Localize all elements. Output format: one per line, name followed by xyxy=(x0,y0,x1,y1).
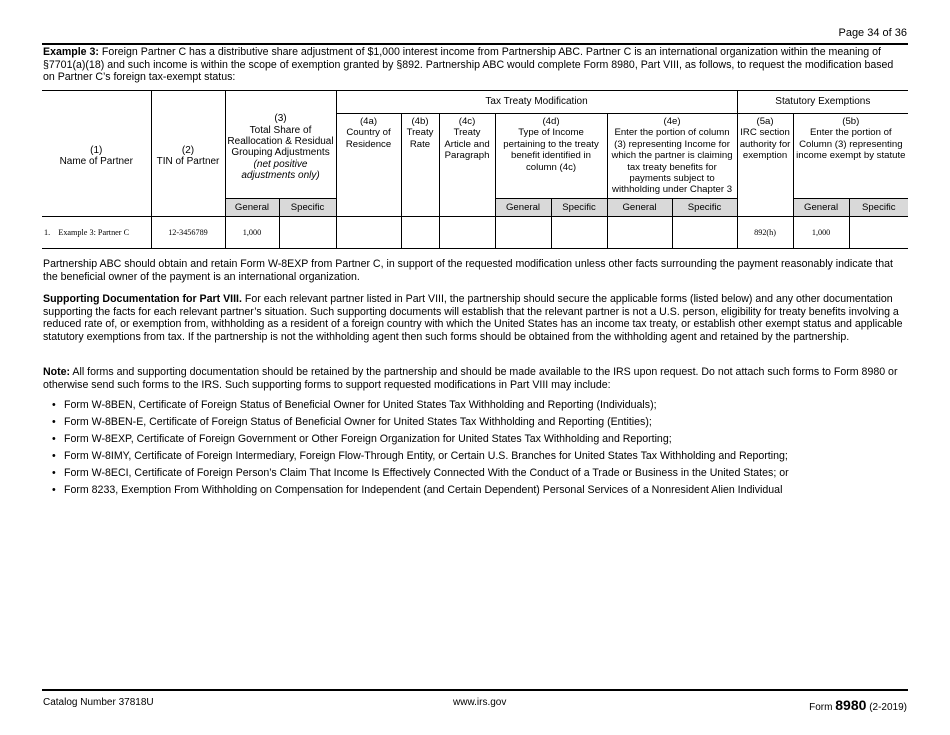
supporting-label: Supporting Documentation for Part VIII. xyxy=(43,293,242,305)
catalog-number: Catalog Number 37818U xyxy=(43,697,154,708)
bottom-rule xyxy=(42,689,908,691)
col-4d-general-cell xyxy=(495,216,551,248)
col-5a-cell: 892(h) xyxy=(737,216,793,248)
col-5b-header: (5b) Enter the portion of Column (3) representing income exempt by statute xyxy=(793,114,908,199)
list-item: • Form W-8BEN-E, Certificate of Foreign Status of Beneficial Owner for United States Tax Withholding and Reporting (Entities); xyxy=(52,416,652,428)
list-item: • Form W-8BEN, Certificate of Foreign Status of Beneficial Owner for United States Tax Withholding and Reporting (Individuals); xyxy=(52,399,657,411)
col-1-header: (1) Name of Partner xyxy=(42,91,151,217)
note-paragraph xyxy=(43,366,907,391)
list-item: • Form W-8ECI, Certificate of Foreign Person’s Claim That Income Is Effectively Connected With the Conduct of a Trade or Business in the United States; or xyxy=(52,467,789,479)
col-4d-general-header: General xyxy=(495,198,551,216)
col-5b-general-header: General xyxy=(793,198,849,216)
tin-cell: 12-3456789 xyxy=(151,216,225,248)
col-4c-cell xyxy=(439,216,495,248)
example-label: Example 3: xyxy=(43,46,99,58)
col-4a-cell xyxy=(336,216,401,248)
top-rule xyxy=(42,43,908,45)
example-paragraph xyxy=(43,46,907,84)
forms-list xyxy=(52,399,789,501)
col-4e-specific-header: Specific xyxy=(672,198,737,216)
col-4c-header: (4c) Treaty Article and Paragraph xyxy=(439,114,495,217)
example-text: Foreign Partner C has a distributive share adjustment of $1,000 interest income from Partnership ABC. Partner C is an international organization within the meaning of §7701(a)(18) and such income is within the scope of exemption granted by §892. Partnership ABC would complete Form 8980, Part VIII, as follows, to request the modification based on Partner C’s foreign tax-exempt status: xyxy=(43,46,894,84)
col-4b-header: (4b) Treaty Rate xyxy=(401,114,439,217)
col-4e-specific-cell xyxy=(672,216,737,248)
page-number: Page 34 of 36 xyxy=(838,27,907,39)
note-text: All forms and supporting documentation should be retained by the partnership and should be made available to the IRS upon request. Do not attach such forms to Form 8980 or otherwise send such forms to the IRS. Such supporting forms to support requested modifications in Part VIII may include: xyxy=(43,366,898,391)
col-2-header: (2) TIN of Partner xyxy=(151,91,225,217)
table-row xyxy=(42,216,908,248)
after-table-paragraph: Partnership ABC should obtain and retain Form W-8EXP from Partner C, in support of the requested modification unless other facts surrounding the payment reasonably indicate that the beneficial owner of the payment is an international organization. xyxy=(43,258,893,283)
partner-name-cell: 1. Example 3: Partner C xyxy=(42,216,151,248)
form-id: Form 8980 (2-2019) xyxy=(809,697,907,713)
col-4b-cell xyxy=(401,216,439,248)
col-5b-general-cell: 1,000 xyxy=(793,216,849,248)
col-4d-header: (4d) Type of Income pertaining to the treaty benefit identified in column (4c) xyxy=(495,114,607,199)
statutory-group-header: Statutory Exemptions xyxy=(737,91,908,114)
col-4d-specific-header: Specific xyxy=(551,198,607,216)
col-3-general-cell: 1,000 xyxy=(225,216,279,248)
website-link[interactable]: www.irs.gov xyxy=(453,697,507,708)
col-5b-specific-header: Specific xyxy=(849,198,908,216)
col-3-specific-header: Specific xyxy=(279,198,336,216)
list-item: • Form 8233, Exemption From Withholding on Compensation for Independent (and Certain Dependent) Personal Services of a Nonresident Alien Individual xyxy=(52,484,783,496)
col-5a-header: (5a) IRC section authority for exemption xyxy=(737,114,793,217)
col-3-general-header: General xyxy=(225,198,279,216)
col-4e-general-cell xyxy=(607,216,672,248)
supporting-paragraph xyxy=(43,293,907,344)
col-3-header: (3) Total Share of Reallocation & Residual Grouping Adjustments (net positive adjustments only) xyxy=(225,91,336,199)
col-4e-header: (4e) Enter the portion of column (3) representing Income for which the partner is claiming tax treaty benefits for payments subject to withholding under Chapter 3 xyxy=(607,114,737,199)
col-4e-general-header: General xyxy=(607,198,672,216)
list-item: • Form W-8IMY, Certificate of Foreign Intermediary, Foreign Flow-Through Entity, or Certain U.S. Branches for United States Tax Withholding and Reporting; xyxy=(52,450,788,462)
col-3-specific-cell xyxy=(279,216,336,248)
col-4a-header: (4a) Country of Residence xyxy=(336,114,401,217)
note-label: Note: xyxy=(43,366,71,378)
col-4d-specific-cell xyxy=(551,216,607,248)
part-viii-table xyxy=(42,90,908,249)
col-5b-specific-cell xyxy=(849,216,908,248)
list-item: • Form W-8EXP, Certificate of Foreign Government or Other Foreign Organization for United States Tax Withholding and Reporting; xyxy=(52,433,672,445)
supporting-text: For each relevant partner listed in Part VIII, the partnership should secure the applicable forms (listed below) and any other documentation supporting the facts for each relevant partner’s situation. Such supporting documents will establish that the relevant partner is not a U.S. person, eligibility for treaty benefits involving a reduced rate of, or exemption from, withholding as a resident of a foreign country with which the United States has an income tax treaty, or establish other exempt status and applicable statutory exemptions from tax. If the partnership is not the withholding agent then such forms should be obtained from the withholding agent and retained by the partnership. xyxy=(43,293,903,344)
tax-treaty-group-header: Tax Treaty Modification xyxy=(336,91,737,114)
